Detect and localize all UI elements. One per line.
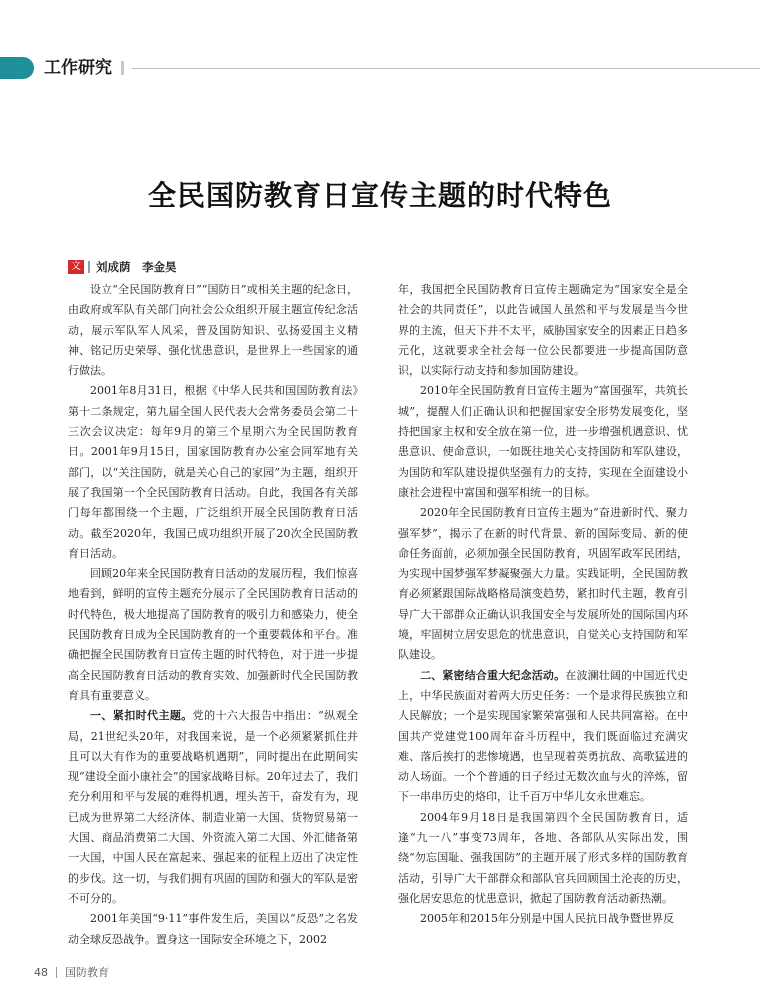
paragraph: 回顾20年来全民国防教育日活动的发展历程，我们惊喜地看到，鲜明的宣传主题充分展示了全民国防教育日活动的时代特色，极大地提高了国防教育的吸引力和感染力，使全民国防教育日成为全民国防教育的一个重要载体和平台。准确把握全民国防教育日宣传主题的时代特色，对于进一步提高全民国防教育日活动的教育实效、加强新时代全民国防教育具有重要意义。 <box>68 567 358 702</box>
authors: 刘成荫 李金昊 <box>96 260 177 274</box>
section-label: 工作研究 <box>44 58 112 78</box>
paragraph: 2010年全民国防教育日宣传主题为“富国强军，共筑长城”，提醒人们正确认识和把握国家安全形势发展变化，坚持把国家主权和安全放在第一位，进一步增强机遇意识、忧患意识、使命意识，一如既往地关心支持国防和军队建设，为国防和军队建设提供坚强有力的支持，实现在全面建设小康社会进程中富国和强军相统一的目标。 <box>398 384 688 499</box>
paragraph: 设立“全民国防教育日”“国防日”或相关主题的纪念日，由政府或军队有关部门向社会公众组织开展主题宣传纪念活动，展示军队军人风采，普及国防知识、弘扬爱国主义精神、铭记历史荣辱、强化忧患意识，是世界上一些国家的通行做法。 <box>68 283 358 378</box>
paragraph: 2005年和2015年分别是中国人民抗日战争暨世界反 <box>420 912 674 926</box>
paragraph: 二、紧密结合重大纪念活动。在波澜壮阔的中国近代史上，中华民族面对着两大历史任务：一个是求得民族独立和人民解放；一个是实现国家繁荣富强和人民共同富裕。在中国共产党建党100周年奋斗历程中，我们既面临过充满灾难、落后挨打的悲惨境遇，也呈现着英勇抗敌、高歌猛进的动人场面。一个个普通的日子经过无数次血与火的淬炼，留下一串串历史的烙印，让千百万中华儿女永世难忘。 <box>398 668 689 804</box>
author-line <box>68 259 177 275</box>
paragraph: 2020年全民国防教育日宣传主题为“奋进新时代、聚力强军梦”，揭示了在新的时代背景、新的国际变局、新的使命任务面前，必须加强全民国防教育，巩固军政军民团结，为实现中国梦强军梦凝聚强大力量。实践证明，全民国防教育必须紧跟国际战略格局演变趋势，紧扣时代主题，教育引导广大干部群众正确认识我国安全与发展所处的国际国内环境，牢固树立居安思危的忧患意识，自觉关心支持国防和军队建设。 <box>398 506 688 662</box>
paragraph: 年，我国把全民国防教育日宣传主题确定为“国家安全是全社会的共同责任”，以此告诫国人虽然和平与发展是当今世界的主流，但天下并不太平，威胁国家安全的因素正日趋多元化，这就要求全社会每一位公民都要进一步提高国防意识，以实际行动支持和参加国防建设。 <box>398 283 688 378</box>
header-accent-tab <box>0 57 34 79</box>
journal-name: 国防教育 <box>65 966 109 979</box>
paragraph: 2004年9月18日是我国第四个全民国防教育日，适逢“九一八”事变73周年，各地、各部队从实际出发，围绕“勿忘国耻、强我国防”的主题开展了形式多样的国防教育活动，引导广大干部群众和部队官兵回顾国土沦丧的历史，强化居安思危的忧患意识，掀起了国防教育活动新热潮。 <box>398 810 688 905</box>
paragraph: 2001年8月31日，根据《中华人民共和国国防教育法》第十二条规定，第九届全国人民代表大会常务委员会第二十三次会议决定：每年9月的第三个星期六为全民国防教育日。2001年9月15日，国家国防教育办公室会同军地有关部门，以“关注国防，就是关心自己的家园”为主题，组织开展了我国第一个全民国防教育日活动。自此，我国各有关部门每年都围绕一个主题，广泛组织开展全民国防教育日活动。截至2020年，我国已成功组织开展了20次全民国防教育日活动。 <box>68 384 358 560</box>
section-heading: 二、紧密结合重大纪念活动。 <box>420 668 566 682</box>
page-number: 48 <box>34 965 48 979</box>
header-rule <box>132 68 760 69</box>
paragraph: 2001年美国“9·11”事件发生后，美国以“反恐”之名发动全球反恐战争。置身这一国际安全环境之下，2002 <box>68 912 358 946</box>
author-separator <box>88 261 90 273</box>
article-title: 全民国防教育日宣传主题的时代特色 <box>147 179 612 212</box>
left-column <box>68 280 358 950</box>
section-heading: 一、紧扣时代主题。 <box>90 709 193 723</box>
footer-separator <box>56 967 57 978</box>
right-column <box>398 280 688 930</box>
paragraph: 一、紧扣时代主题。党的十六大报告中指出：“纵观全局，21世纪头20年，对我国来说，是一个必须紧紧抓住并且可以大有作为的重要战略机遇期”，同时提出在此期间实现“建设全面小康社会”的国家战略目标。20年过去了，我们充分利用和平与发展的难得机遇，埋头苦干，奋发有为，现已成为世界第二大经济体、制造业第一大国、货物贸易第一大国、商品消费第二大国、外资流入第二大国、外汇储备第一大国，中国人民在富起来、强起来的征程上迈出了决定性的步伐。这一切，与我们拥有巩固的国防和强大的军队是密不可分的。 <box>68 709 359 905</box>
wen-badge-icon: 文 <box>68 260 84 274</box>
header-separator <box>121 61 124 75</box>
page-footer <box>34 964 109 980</box>
